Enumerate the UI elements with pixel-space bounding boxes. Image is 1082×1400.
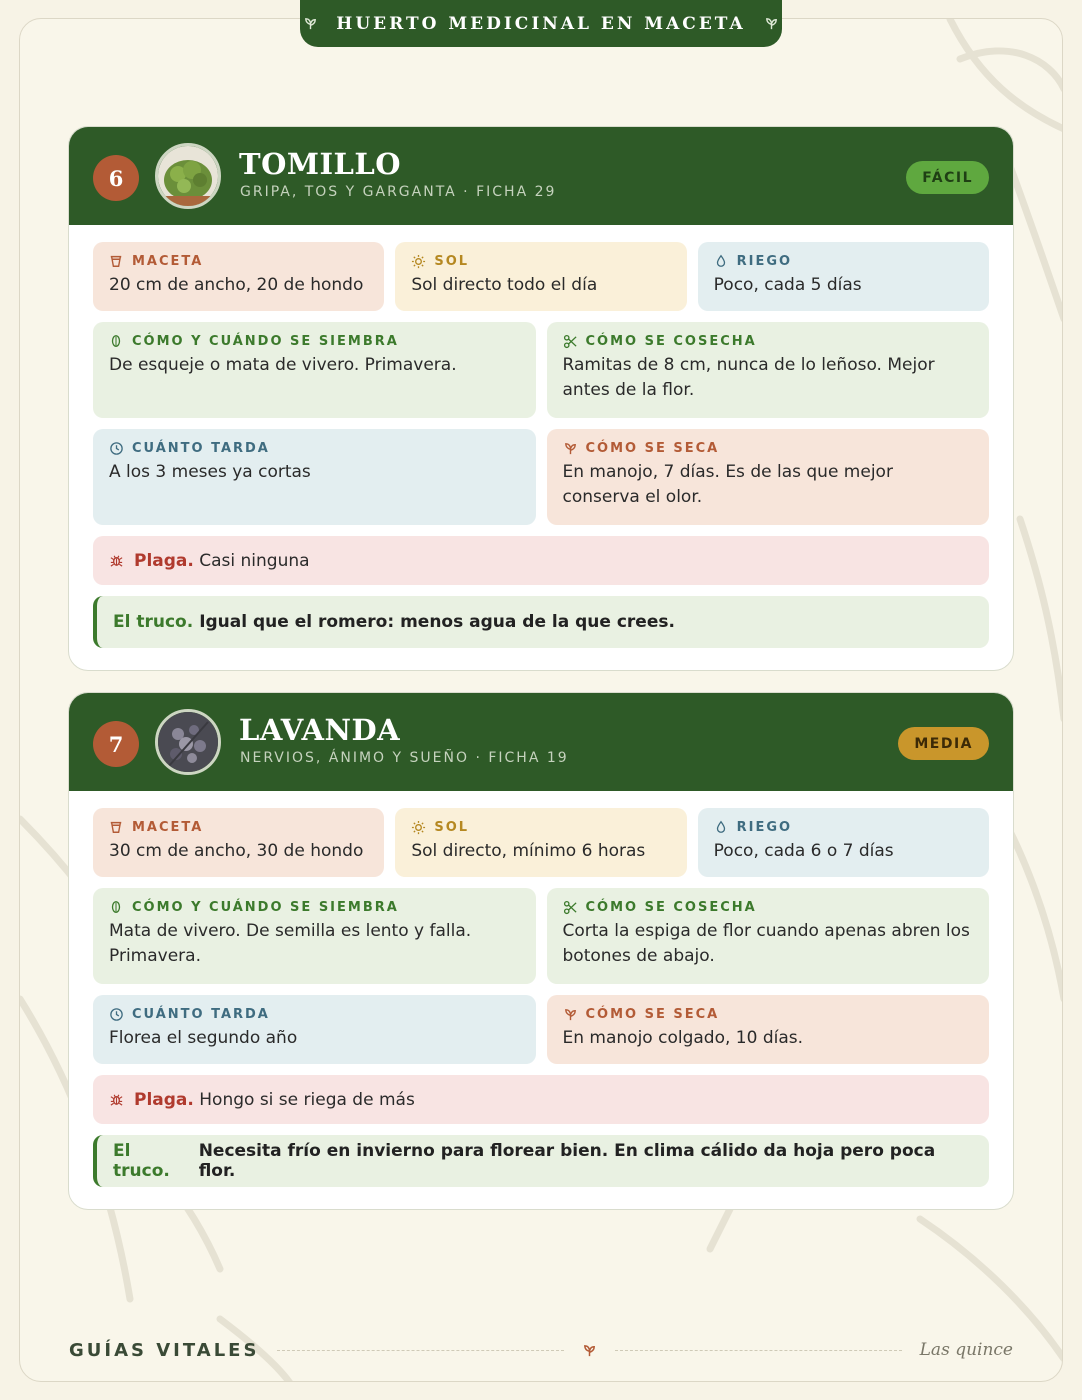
- seca-value: En manojo colgado, 10 días.: [562, 1028, 804, 1048]
- plant-card-lavanda: [68, 692, 1014, 1210]
- timing-row: [93, 995, 989, 1064]
- herb-bundle-icon: [563, 1007, 578, 1022]
- tarda-label: CUÁNTO TARDA: [132, 441, 270, 456]
- riego-label: RIEGO: [736, 820, 793, 835]
- siembra-label-row: [109, 900, 520, 915]
- siembra-cell: [93, 322, 536, 418]
- cosecha-cell: [547, 888, 990, 984]
- maceta-value: 20 cm de ancho, 20 de hondo: [109, 275, 364, 295]
- plant-photo: [155, 709, 221, 775]
- cosecha-cell: [547, 322, 990, 418]
- pest-value: Casi ninguna: [199, 550, 310, 571]
- seca-label: CÓMO SE SECA: [585, 1007, 720, 1022]
- seed-icon: [109, 900, 124, 915]
- riego-cell: [698, 242, 989, 311]
- maceta-cell: [93, 242, 384, 311]
- sol-value: Sol directo, mínimo 6 horas: [411, 841, 646, 861]
- scissors-icon: [563, 334, 578, 349]
- tip-value: Necesita frío en invierno para florear bien. En clima cálido da hoja pero poca flor.: [198, 1141, 936, 1181]
- seca-label-row: [563, 441, 974, 456]
- siembra-value: De esqueje o mata de vivero. Primavera.: [109, 355, 457, 375]
- siembra-cell: [93, 888, 536, 984]
- riego-label-row: [714, 254, 973, 269]
- clock-icon: [109, 1007, 124, 1022]
- pot-icon: [109, 254, 124, 269]
- tarda-value: A los 3 meses ya cortas: [109, 462, 311, 482]
- leaf-sprout-icon: [764, 16, 779, 31]
- sol-value: Sol directo todo el día: [411, 275, 598, 295]
- siembra-value: Mata de vivero. De semilla es lento y falla. Primavera.: [109, 921, 472, 966]
- cosecha-label-row: [563, 334, 974, 349]
- card-header: [69, 127, 1013, 225]
- sol-cell: [395, 242, 686, 311]
- tip-note: [93, 596, 989, 648]
- tip-key: El truco.: [113, 1141, 170, 1181]
- leaf-sprout-icon: [582, 1343, 597, 1358]
- tarda-label: CUÁNTO TARDA: [132, 1007, 270, 1022]
- howto-row: [93, 322, 989, 418]
- plant-photo: [155, 143, 221, 209]
- seca-cell: [547, 995, 990, 1064]
- maceta-label: MACETA: [132, 820, 204, 835]
- seed-icon: [109, 334, 124, 349]
- bug-icon: [109, 1092, 124, 1107]
- riego-label-row: [714, 820, 973, 835]
- bug-icon: [109, 553, 124, 568]
- cosecha-label: CÓMO SE COSECHA: [585, 334, 757, 349]
- banner-title: HUERTO MEDICINAL EN MACETA: [336, 13, 746, 34]
- seca-label: CÓMO SE SECA: [585, 441, 720, 456]
- tip-note: [93, 1135, 989, 1187]
- pot-icon: [109, 820, 124, 835]
- maceta-value: 30 cm de ancho, 30 de hondo: [109, 841, 364, 861]
- section-banner: [300, 0, 782, 47]
- tarda-cell: [93, 995, 536, 1064]
- sun-icon: [411, 820, 426, 835]
- pest-note: [93, 536, 989, 585]
- difficulty-badge: FÁCIL: [906, 161, 989, 194]
- card-body: [69, 225, 1013, 670]
- footer-divider: [615, 1350, 902, 1351]
- plant-subtitle: NERVIOS, ÁNIMO Y SUEÑO · FICHA 19: [240, 750, 569, 766]
- sol-label-row: [411, 820, 670, 835]
- maceta-label-row: [109, 254, 368, 269]
- pest-key: Plaga.: [134, 1089, 194, 1110]
- siembra-label: CÓMO Y CUÁNDO SE SIEMBRA: [132, 900, 399, 915]
- water-drop-icon: [714, 254, 729, 269]
- pest-key: Plaga.: [134, 550, 194, 571]
- maceta-label-row: [109, 820, 368, 835]
- pest-note: [93, 1075, 989, 1124]
- sol-cell: [395, 808, 686, 877]
- tarda-label-row: [109, 441, 520, 456]
- footer-divider: [277, 1350, 564, 1351]
- cosecha-value: Ramitas de 8 cm, nunca de lo leñoso. Mejor antes de la flor.: [562, 355, 935, 400]
- seca-value: En manojo, 7 días. Es de las que mejor conserva el olor.: [562, 462, 893, 507]
- plant-name: TOMILLO: [239, 147, 402, 181]
- scissors-icon: [563, 900, 578, 915]
- sol-label-row: [411, 254, 670, 269]
- siembra-label-row: [109, 334, 520, 349]
- tip-key: El truco.: [113, 612, 194, 632]
- footer-brand: GUÍAS VITALES: [69, 1339, 260, 1361]
- seca-label-row: [563, 1007, 974, 1022]
- leaf-sprout-icon: [303, 16, 318, 31]
- maceta-label: MACETA: [132, 254, 204, 269]
- siembra-label: CÓMO Y CUÁNDO SE SIEMBRA: [132, 334, 399, 349]
- plant-subtitle: GRIPA, TOS Y GARGANTA · FICHA 29: [240, 184, 557, 200]
- sol-label: SOL: [434, 254, 470, 269]
- riego-cell: [698, 808, 989, 877]
- maceta-cell: [93, 808, 384, 877]
- plant-name: LAVANDA: [239, 713, 401, 747]
- sol-label: SOL: [434, 820, 470, 835]
- riego-value: Poco, cada 6 o 7 días: [713, 841, 894, 861]
- tarda-label-row: [109, 1007, 520, 1022]
- page-footer: [69, 1336, 1013, 1364]
- difficulty-badge: MEDIA: [898, 727, 989, 760]
- clock-icon: [109, 441, 124, 456]
- howto-row: [93, 888, 989, 984]
- water-drop-icon: [714, 820, 729, 835]
- cosecha-label-row: [563, 900, 974, 915]
- pest-value: Hongo si se riega de más: [199, 1089, 415, 1110]
- basics-row: [93, 808, 989, 877]
- plant-number-badge: 7: [93, 721, 139, 767]
- tarda-cell: [93, 429, 536, 525]
- riego-label: RIEGO: [736, 254, 793, 269]
- cosecha-value: Corta la espiga de flor cuando apenas abren los botones de abajo.: [562, 921, 970, 966]
- tarda-value: Florea el segundo año: [109, 1028, 298, 1048]
- timing-row: [93, 429, 989, 525]
- footer-series-name: Las quince: [919, 1340, 1013, 1360]
- basics-row: [93, 242, 989, 311]
- card-body: [69, 791, 1013, 1209]
- tip-value: Igual que el romero: menos agua de la que crees.: [199, 612, 675, 632]
- herb-bundle-icon: [563, 441, 578, 456]
- plant-card-tomillo: [68, 126, 1014, 671]
- card-header: [69, 693, 1013, 791]
- plant-number-badge: 6: [93, 155, 139, 201]
- cosecha-label: CÓMO SE COSECHA: [585, 900, 757, 915]
- sun-icon: [411, 254, 426, 269]
- riego-value: Poco, cada 5 días: [713, 275, 862, 295]
- seca-cell: [547, 429, 990, 525]
